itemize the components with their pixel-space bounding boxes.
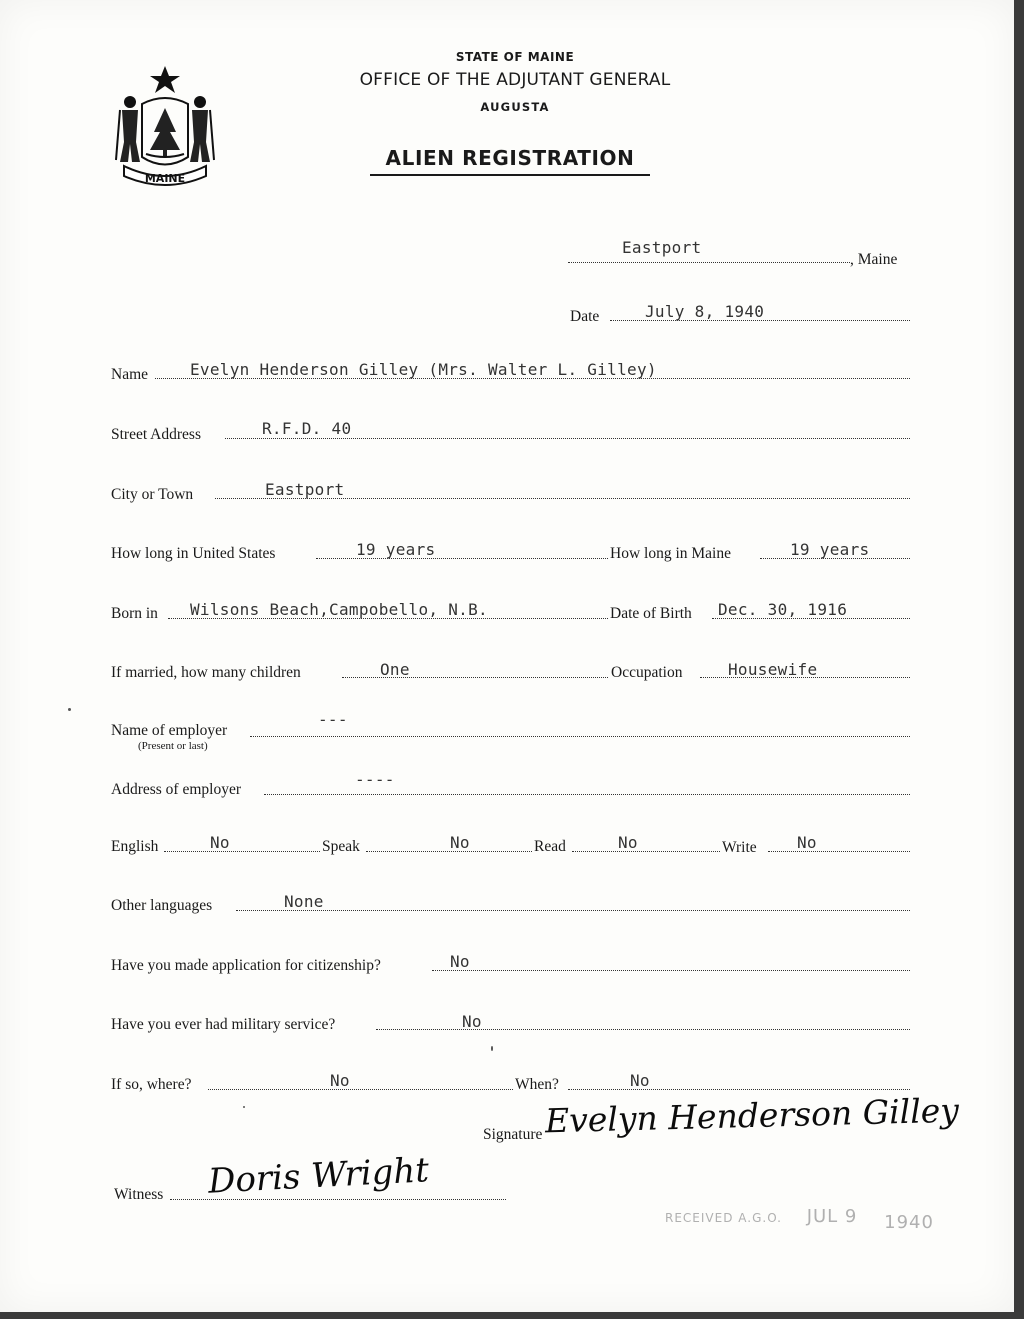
paper-speck (243, 1106, 245, 1108)
occupation-value: Housewife (728, 660, 818, 679)
us-years-value: 19 years (356, 540, 436, 559)
citizenship-label: Have you made application for citizenship? (111, 957, 381, 974)
write-label: Write (722, 839, 757, 856)
when-dotted-line (568, 1089, 910, 1090)
born-label: Born in (111, 605, 158, 622)
military-label: Have you ever had military service? (111, 1016, 336, 1033)
signature-value: Evelyn Henderson Gilley (544, 1090, 960, 1141)
when-value: No (630, 1071, 650, 1090)
speak-value: No (450, 833, 470, 852)
employer-sublabel: (Present or last) (138, 740, 208, 752)
state-heading: STATE OF MAINE (455, 50, 575, 64)
city-value: Eastport (265, 480, 345, 499)
paper-speck (68, 708, 71, 711)
name-label: Name (111, 366, 149, 383)
other-languages-value: None (284, 892, 324, 911)
paper-speck (491, 1046, 493, 1051)
english-dotted-line (164, 851, 320, 852)
other-languages-label: Other languages (111, 897, 213, 914)
date-label: Date (570, 308, 600, 325)
state-label: , Maine (850, 251, 898, 268)
stamp-date: JUL 9 (806, 1206, 858, 1227)
military-dotted-line (376, 1029, 910, 1030)
page-title: ALIEN REGISTRATION (370, 146, 650, 176)
other-languages-dotted-line (236, 910, 910, 911)
employer-address-value: ---- (355, 770, 395, 789)
date-value: July 8, 1940 (645, 302, 765, 321)
employer-address-dotted-line (264, 794, 910, 795)
name-value: Evelyn Henderson Gilley (Mrs. Walter L. Gilley) (190, 360, 657, 379)
military-value: No (462, 1012, 482, 1031)
where-label: If so, where? (111, 1076, 192, 1093)
where-dotted-line (208, 1089, 513, 1090)
children-label: If married, how many children (111, 664, 301, 681)
witness-label: Witness (114, 1186, 164, 1203)
where-value: No (330, 1071, 350, 1090)
children-value: One (380, 660, 410, 679)
maine-years-value: 19 years (790, 540, 870, 559)
english-value: No (210, 833, 230, 852)
citizenship-value: No (450, 952, 470, 971)
write-dotted-line (768, 851, 910, 852)
write-value: No (797, 833, 817, 852)
stamp-received-text: RECEIVED A.G.O. (665, 1211, 782, 1225)
witness-signature: Doris Wright (207, 1150, 430, 1202)
read-label: Read (534, 838, 566, 855)
born-value: Wilsons Beach,Campobello, N.B. (190, 600, 488, 619)
occupation-label: Occupation (611, 664, 683, 681)
maine-state-seal-icon (110, 62, 220, 192)
maine-years-label: How long in Maine (610, 545, 731, 562)
city-label: City or Town (111, 486, 194, 503)
employer-label: Name of employer (111, 722, 228, 739)
read-value: No (618, 833, 638, 852)
speak-dotted-line (366, 851, 532, 852)
town-value: Eastport (622, 238, 702, 257)
dob-label: Date of Birth (610, 605, 692, 622)
english-label: English (111, 838, 159, 855)
employer-dotted-line (250, 736, 910, 737)
street-label: Street Address (111, 426, 201, 443)
office-heading: OFFICE OF THE ADJUTANT GENERAL (359, 70, 671, 90)
stamp-year: 1940 (884, 1212, 934, 1233)
seal-lettering: MAINE (144, 172, 186, 185)
city-heading: AUGUSTA (480, 100, 550, 114)
street-dotted-line (225, 438, 910, 439)
dob-value: Dec. 30, 1916 (718, 600, 848, 619)
us-years-label: How long in United States (111, 545, 276, 562)
citizenship-dotted-line (432, 970, 910, 971)
signature-label: Signature (483, 1126, 543, 1143)
when-label: When? (515, 1076, 559, 1093)
read-dotted-line (572, 851, 720, 852)
street-value: R.F.D. 40 (262, 419, 352, 438)
employer-value: --- (318, 710, 348, 729)
received-stamp (665, 1206, 934, 1233)
town-dotted-line (568, 262, 850, 263)
employer-address-label: Address of employer (111, 781, 241, 798)
speak-label: Speak (322, 838, 360, 855)
